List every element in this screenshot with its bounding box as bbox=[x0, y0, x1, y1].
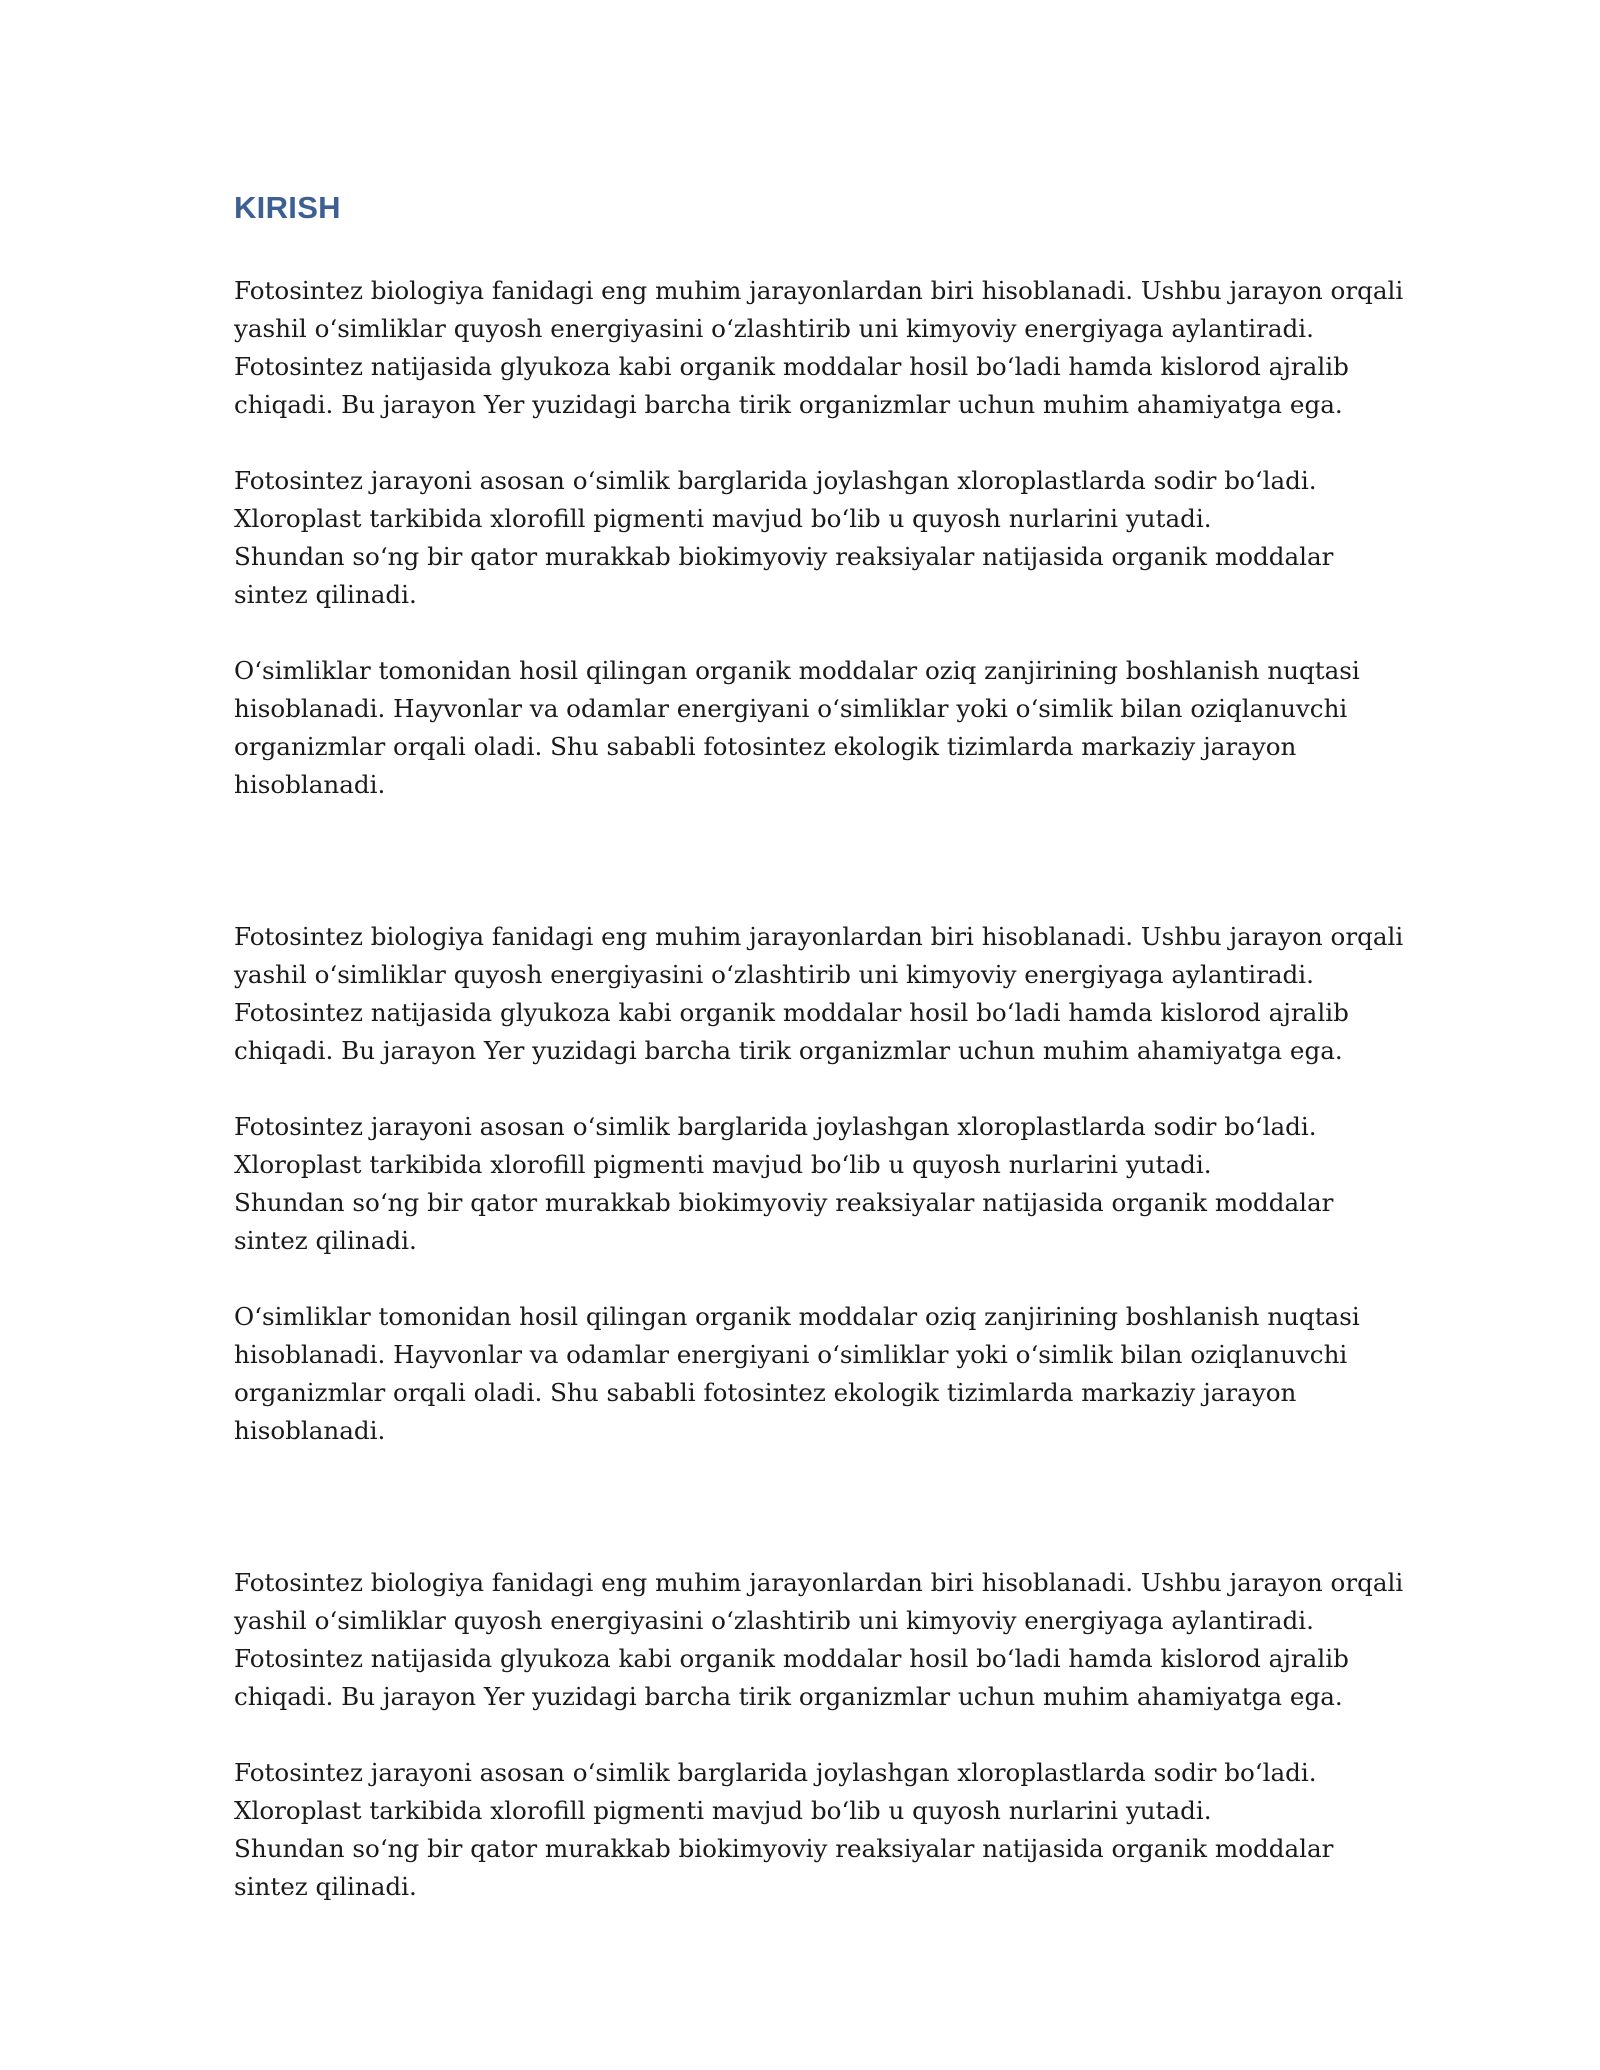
body-paragraph bbox=[234, 1298, 1384, 1450]
paragraph-line: chiqadi. Bu jarayon Yer yuzidagi barcha tirik organizmlar uchun muhim ahamiyatga ega. bbox=[234, 390, 1343, 419]
document-body bbox=[234, 272, 1404, 1944]
paragraph-line: Fotosintez jarayoni asosan o‘simlik barglarida joylashgan xloroplastlarda sodir bo‘ladi. bbox=[234, 1112, 1317, 1141]
paragraph-line: Fotosintez jarayoni asosan o‘simlik barglarida joylashgan xloroplastlarda sodir bo‘ladi. bbox=[234, 1758, 1317, 1787]
paragraph-line: O‘simliklar tomonidan hosil qilingan organik moddalar oziq zanjirining boshlanish nuqtasi bbox=[234, 1302, 1360, 1331]
body-paragraph bbox=[234, 1108, 1384, 1260]
paragraph-line: Shundan so‘ng bir qator murakkab biokimyoviy reaksiyalar natijasida organik moddalar bbox=[234, 1188, 1334, 1217]
body-paragraph bbox=[234, 1754, 1384, 1906]
paragraph-line: chiqadi. Bu jarayon Yer yuzidagi barcha tirik organizmlar uchun muhim ahamiyatga ega. bbox=[234, 1036, 1343, 1065]
paragraph-line: chiqadi. Bu jarayon Yer yuzidagi barcha tirik organizmlar uchun muhim ahamiyatga ega. bbox=[234, 1682, 1343, 1711]
body-paragraph bbox=[234, 918, 1404, 1070]
paragraph-line: sintez qilinadi. bbox=[234, 1226, 417, 1255]
paragraph-line: Fotosintez natijasida glyukoza kabi organik moddalar hosil bo‘ladi hamda kislorod ajralib bbox=[234, 998, 1349, 1027]
paragraph-line: hisoblanadi. Hayvonlar va odamlar energiyani o‘simliklar yoki o‘simlik bilan oziqlanuvchi bbox=[234, 694, 1348, 723]
paragraph-line: yashil o‘simliklar quyosh energiyasini o‘zlashtirib uni kimyoviy energiyaga aylantiradi. bbox=[234, 960, 1314, 989]
paragraph-line: Fotosintez jarayoni asosan o‘simlik barglarida joylashgan xloroplastlarda sodir bo‘ladi. bbox=[234, 466, 1317, 495]
paragraph-line: Xloroplast tarkibida xlorofill pigmenti mavjud bo‘lib u quyosh nurlarini yutadi. bbox=[234, 1150, 1212, 1179]
section-heading: KIRISH bbox=[234, 190, 341, 225]
paragraph-line: organizmlar orqali oladi. Shu sababli fotosintez ekologik tizimlarda markaziy jarayon bbox=[234, 1378, 1297, 1407]
paragraph-line: hisoblanadi. bbox=[234, 1416, 386, 1445]
paragraph-line: hisoblanadi. Hayvonlar va odamlar energiyani o‘simliklar yoki o‘simlik bilan oziqlanuvchi bbox=[234, 1340, 1348, 1369]
paragraph-line: Fotosintez biologiya fanidagi eng muhim jarayonlardan biri hisoblanadi. Ushbu jarayon orqali bbox=[234, 1568, 1404, 1597]
paragraph-line: sintez qilinadi. bbox=[234, 580, 417, 609]
paragraph-line: O‘simliklar tomonidan hosil qilingan organik moddalar oziq zanjirining boshlanish nuqtasi bbox=[234, 656, 1360, 685]
paragraph-line: sintez qilinadi. bbox=[234, 1872, 417, 1901]
body-paragraph bbox=[234, 652, 1384, 804]
paragraph-line: Xloroplast tarkibida xlorofill pigmenti mavjud bo‘lib u quyosh nurlarini yutadi. bbox=[234, 1796, 1212, 1825]
paragraph-line: yashil o‘simliklar quyosh energiyasini o‘zlashtirib uni kimyoviy energiyaga aylantiradi. bbox=[234, 1606, 1314, 1635]
paragraph-line: Xloroplast tarkibida xlorofill pigmenti mavjud bo‘lib u quyosh nurlarini yutadi. bbox=[234, 504, 1212, 533]
body-paragraph bbox=[234, 1564, 1404, 1716]
paragraph-line: Fotosintez natijasida glyukoza kabi organik moddalar hosil bo‘ladi hamda kislorod ajralib bbox=[234, 352, 1349, 381]
paragraph-line: Shundan so‘ng bir qator murakkab biokimyoviy reaksiyalar natijasida organik moddalar bbox=[234, 542, 1334, 571]
section-spacer bbox=[234, 1488, 1384, 1564]
paragraph-line: Fotosintez biologiya fanidagi eng muhim jarayonlardan biri hisoblanadi. Ushbu jarayon orqali bbox=[234, 276, 1404, 305]
paragraph-line: Fotosintez biologiya fanidagi eng muhim jarayonlardan biri hisoblanadi. Ushbu jarayon orqali bbox=[234, 922, 1404, 951]
body-paragraph bbox=[234, 462, 1384, 614]
paragraph-line: yashil o‘simliklar quyosh energiyasini o‘zlashtirib uni kimyoviy energiyaga aylantiradi. bbox=[234, 314, 1314, 343]
body-paragraph bbox=[234, 272, 1404, 424]
paragraph-line: hisoblanadi. bbox=[234, 770, 386, 799]
paragraph-line: Shundan so‘ng bir qator murakkab biokimyoviy reaksiyalar natijasida organik moddalar bbox=[234, 1834, 1334, 1863]
paragraph-line: organizmlar orqali oladi. Shu sababli fotosintez ekologik tizimlarda markaziy jarayon bbox=[234, 732, 1297, 761]
section-spacer bbox=[234, 842, 1384, 918]
paragraph-line: Fotosintez natijasida glyukoza kabi organik moddalar hosil bo‘ladi hamda kislorod ajralib bbox=[234, 1644, 1349, 1673]
